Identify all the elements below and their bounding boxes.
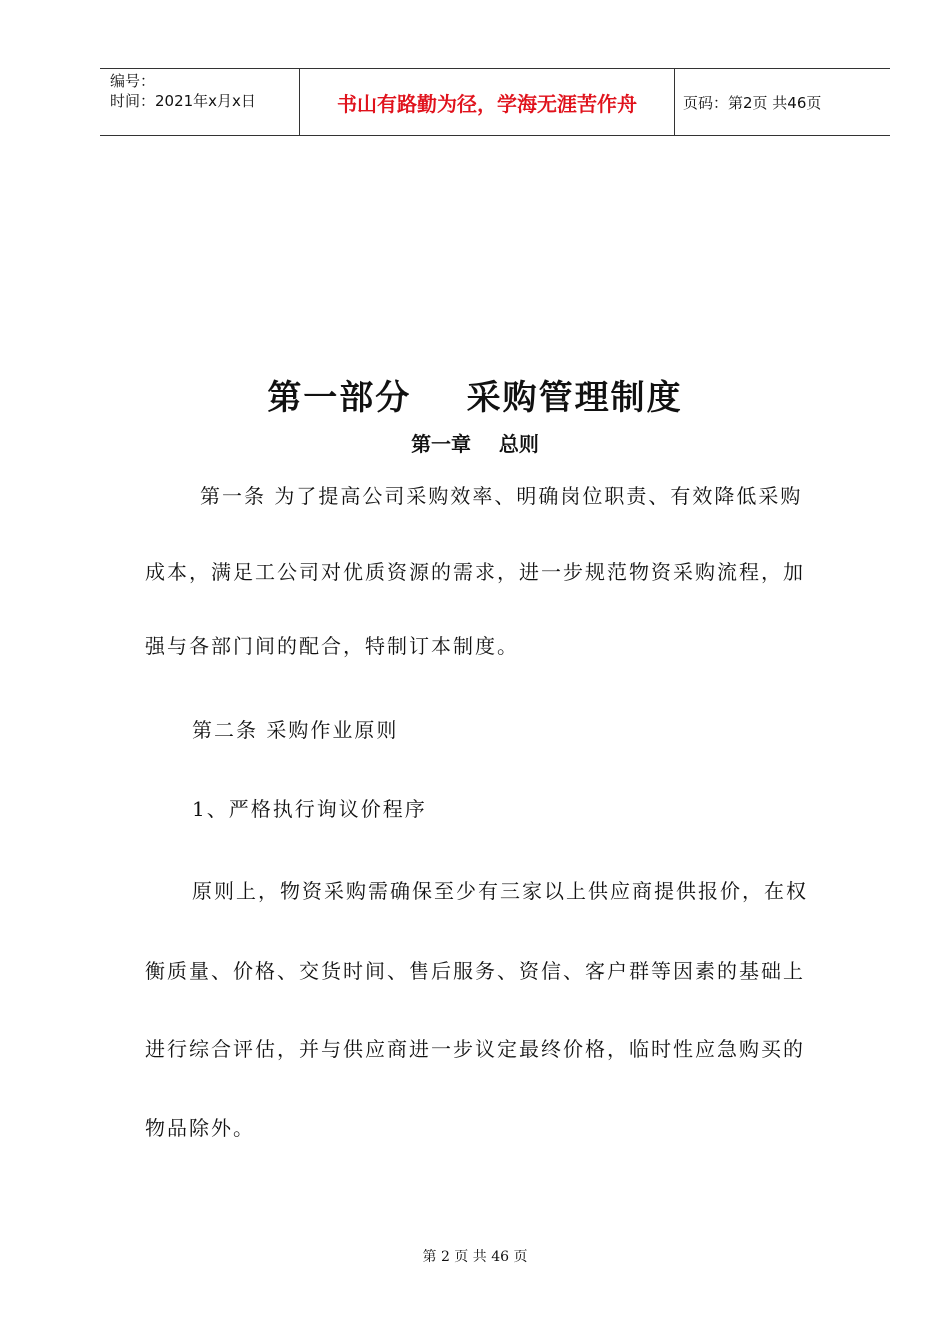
text-line: 强与各部门间的配合，特制订本制度。	[145, 634, 519, 658]
header-meta	[100, 69, 300, 135]
chapter-title: 第一章 总则	[411, 432, 539, 456]
text-line: 1、严格执行询议价程序	[192, 797, 427, 821]
text-line: 进行综合评估，并与供应商进一步议定最终价格，临时性应急购买的	[145, 1037, 805, 1061]
text-line: 原则上，物资采购需确保至少有三家以上供应商提供报价，在权	[192, 879, 808, 903]
page-header	[100, 68, 890, 136]
number-label: 编号：	[110, 72, 156, 90]
text-line: 衡质量、价格、交货时间、售后服务、资信、客户群等因素的基础上	[145, 959, 805, 983]
text-line: 物品除外。	[145, 1116, 255, 1140]
document-title: 第一部分 采购管理制度	[267, 378, 683, 418]
time-label: 时间：2021年x月x日	[110, 92, 256, 110]
header-page-label: 页码：第2页 共46页	[683, 93, 822, 112]
page-footer: 第 2 页 共 46 页	[422, 1249, 528, 1265]
header-motto: 书山有路勤为径，学海无涯苦作舟	[300, 69, 675, 135]
text-line: 第一条 为了提高公司采购效率、明确岗位职责、有效降低采购	[200, 484, 803, 508]
text-line: 第二条 采购作业原则	[192, 718, 399, 742]
text-line: 成本，满足工公司对优质资源的需求，进一步规范物资采购流程，加	[145, 560, 805, 584]
